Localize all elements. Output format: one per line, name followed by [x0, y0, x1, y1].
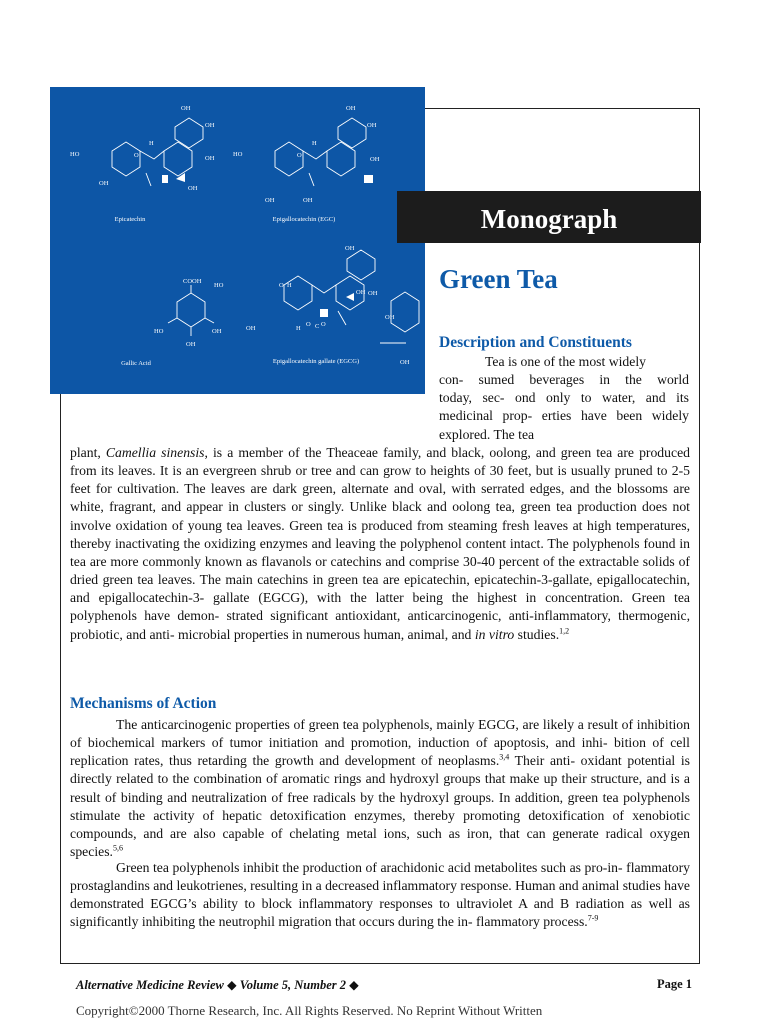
- svg-text:H: H: [287, 282, 292, 289]
- svg-text:OH: OH: [212, 328, 222, 335]
- egc-linker: [303, 151, 327, 159]
- mechanisms-paragraph-1: The anticarcinogenic properties of green tea polyphenols, mainly EGCG, are likely a result of inhibition of biochemical markers of tumor initiation and promotion, induction of apoptosis, and inhi- bition of cell replication rates, thus retarding the growth and development of neoplasms.$^{3,4}$ Their anti- oxidant potential is directly related to the combination of aromatic rings and hydroxyl groups that make up their structure, and is a result of binding and neutralization of free radicals by the hydroxyl groups. In addition, green tea polyphenols stimulate the activity of hepatic detoxification enzymes, thereby promoting detoxification of xenobiotic compounds, and are also capable of chelating metal ions, such as iron, that can generate radical oxygen species.$^{5,6}$: [70, 717, 690, 860]
- svg-text:COOH: COOH: [183, 278, 202, 285]
- chemical-structures-figure: [50, 87, 425, 394]
- svg-text:HO: HO: [70, 151, 80, 158]
- svg-text:O: O: [134, 152, 139, 159]
- reference-marker: 1,2: [559, 626, 570, 635]
- mechanisms-paragraph-2: Green tea polyphenols inhibit the production of arachidonic acid metabolites such as pro-in- flammatory prostaglandins and leukotrienes, resulting in a decreased inflammatory response. Human and animal studies have demonstrated EGCG’s ability to block inflammatory responses to ultraviolet A and B radiation as well as significantly inhibiting the neutrophil migration that occurs during the in- flammatory process.$^{7-9}$: [70, 860, 690, 930]
- svg-text:OH: OH: [356, 289, 366, 296]
- svg-text:OH: OH: [367, 122, 377, 129]
- svg-text:OH: OH: [368, 290, 378, 297]
- svg-text:O: O: [306, 321, 311, 328]
- svg-text:OH: OH: [303, 197, 313, 204]
- footer-copyright: Copyright©2000 Thorne Research, Inc. All Rights Reserved. No Reprint Without Written: [76, 1003, 543, 1018]
- svg-text:C: C: [315, 323, 320, 330]
- caption-egc: Epigallocatechin (EGC): [272, 216, 336, 223]
- section-heading-description: Description and Constituents: [439, 334, 632, 351]
- svg-text:OH: OH: [346, 105, 356, 112]
- intro-line: today, sec- ond only to water, and its: [439, 390, 689, 406]
- intro-line: con- sumed beverages in the world: [439, 372, 689, 388]
- svg-text:OH: OH: [345, 245, 355, 252]
- svg-text:OH: OH: [188, 185, 198, 192]
- footer-journal: Alternative Medicine Review ◆ Volume 5, Number 2 ◆: [76, 978, 359, 992]
- svg-text:O: O: [279, 282, 284, 289]
- intro-line: Tea is one of the most widely: [485, 354, 646, 369]
- description-intro: [439, 353, 689, 444]
- svg-text:OH: OH: [370, 156, 380, 163]
- section-heading-mechanisms: Mechanisms of Action: [70, 695, 217, 712]
- caption-epicatechin: Epicatechin: [114, 216, 146, 223]
- egcg-ring-c: [347, 250, 375, 280]
- svg-text:HO: HO: [233, 151, 243, 158]
- gallic-acid-ring: [177, 293, 205, 327]
- intro-line: explored. The tea: [439, 426, 535, 442]
- svg-text:OH: OH: [400, 359, 410, 366]
- epicatechin-ring-a: [112, 142, 140, 176]
- egcg-galloyl-ring: [391, 292, 419, 332]
- svg-text:OH: OH: [205, 122, 215, 129]
- catechin-structures-diagram: [50, 87, 425, 394]
- svg-text:OH: OH: [205, 155, 215, 162]
- svg-text:H: H: [312, 140, 317, 147]
- egc-ring-a: [275, 142, 303, 176]
- svg-text:HO: HO: [214, 282, 224, 289]
- svg-text:OH: OH: [265, 197, 275, 204]
- footer-page-number: Page 1: [656, 977, 692, 991]
- species-name: Camellia sinensis: [105, 445, 205, 460]
- svg-text:O: O: [297, 152, 302, 159]
- caption-egcg: Epigallocatechin gallate (EGCG): [272, 358, 360, 365]
- svg-text:H: H: [296, 325, 301, 332]
- reference-marker: 3,4: [499, 752, 510, 762]
- epicatechin-linker: [140, 151, 164, 159]
- egcg-linker: [312, 285, 336, 293]
- reference-marker: 7-9: [587, 913, 599, 923]
- monograph-banner: Monograph: [397, 191, 701, 243]
- description-paragraph: plant, Camellia sinensis, is a member of the Theaceae family, and black, oolong, and green tea are produced from its leaves. It is an evergreen shrub or tree and can grow to heights of 30 feet, but is usually pruned to 2-5 feet for cultivation. The leaves are dark green, alternate and oval, with serrated edges, and the blossoms are white, fragrant, and appear in clusters or singly. Unlike black and oolong tea, green tea production does not involve oxidation of young tea leaves. Green tea is produced from steaming fresh leaves at high temperatures, thereby inactivating the oxidizing enzymes and leaving the polyphenol content intact. The polyphenols found in tea are more commonly known as flavanols or catechins and comprise 30-40 percent of the extractable solids of dried green tea leaves. The main catechins in green tea are epicatechin, epicatechin-3-gallate, epigallocatechin, and epigallocatechin-3- gallate (EGCG), with the latter being the highest in concentration. Green tea polyphenols have demon- strated significant antioxidant, anticarcinogenic, anti-inflammatory, thermogenic, probiotic, and anti- microbial properties in numerous human, animal, and in vitro studies.$^{1,2}$: [70, 445, 690, 642]
- svg-text:OH: OH: [99, 180, 109, 187]
- svg-text:OH: OH: [186, 341, 196, 348]
- svg-text:O: O: [321, 321, 326, 328]
- caption-gallic-acid: Gallic Acid: [121, 360, 151, 367]
- svg-text:OH: OH: [385, 314, 395, 321]
- epicatechin-ring-c: [175, 118, 203, 148]
- reference-marker: 5,6: [112, 843, 123, 853]
- svg-text:HO: HO: [154, 328, 164, 335]
- egc-ring-c: [338, 118, 366, 148]
- svg-text:OH: OH: [181, 105, 191, 112]
- svg-text:OH: OH: [246, 325, 256, 332]
- intro-line: medicinal prop- erties have been widely: [439, 408, 689, 424]
- svg-text:H: H: [149, 140, 154, 147]
- page-title: Green Tea: [439, 264, 558, 294]
